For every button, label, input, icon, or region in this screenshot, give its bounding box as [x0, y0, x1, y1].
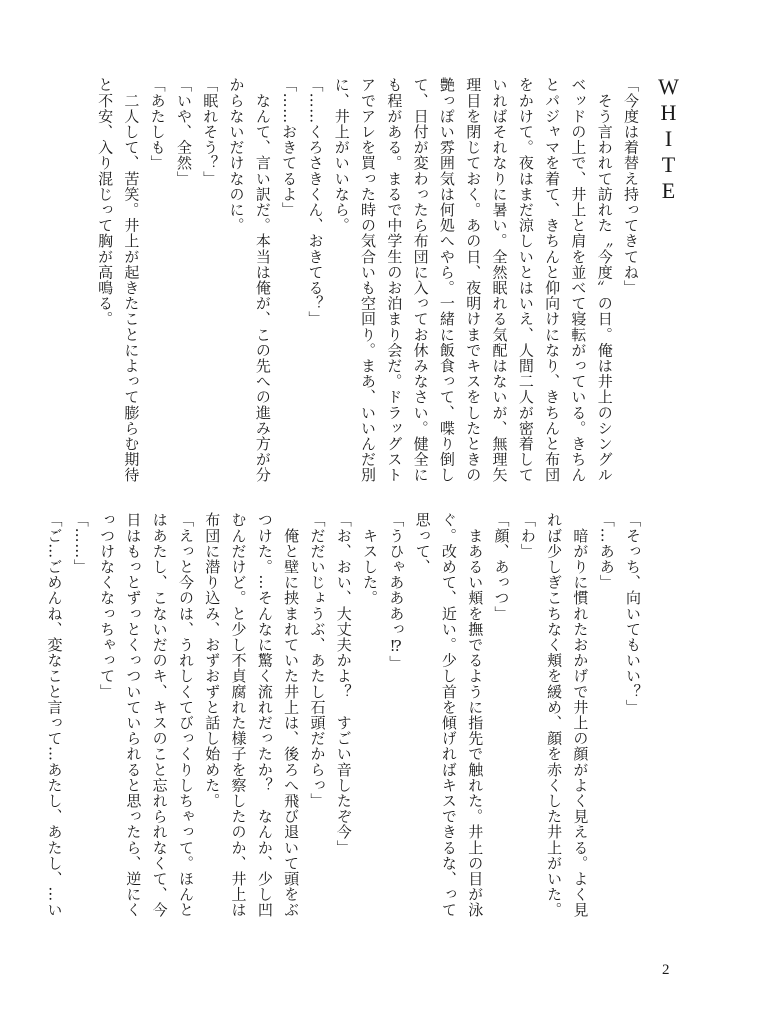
text-line: とパジャマを着て、きちんと仰向けになり、きちんと布団 — [543, 77, 562, 483]
text-line: ベッドの上で、井上と肩を並べて寝転がっている。きちん — [569, 77, 588, 483]
text-line: 艶っぽい雰囲気は何処へやら。一緒に飯食って、喋り倒し — [437, 77, 456, 483]
text-line: 二人して、苦笑。井上が起きたことによって膨らむ期待 — [122, 77, 141, 483]
text-line: 暗がりに慣れたおかげで井上の顔がよく見える。よく見 — [571, 512, 590, 918]
text-line: っつけなくなっちゃって」 — [98, 512, 117, 700]
upper-text-block — [92, 77, 644, 507]
text-line: まあるい頬を撫でるように指先で触れた。井上の目が泳 — [466, 512, 485, 918]
text-line: に、井上がいいなら。 — [332, 77, 351, 233]
text-line: からないだけなのに。 — [227, 77, 246, 233]
text-line: 理目を閉じておく。あの日、夜明けまでキスをしたときの — [464, 77, 483, 483]
text-line: 「だだいじょうぶ、あたし石頭だからっ」 — [308, 512, 327, 809]
text-line: 「お、おい、大丈夫かよ？ すごい音したぞ今」 — [334, 512, 353, 856]
text-line: 「……おきてるよ」 — [280, 77, 299, 218]
text-line: 「顔、あっつ」 — [492, 512, 511, 622]
text-line: むんだけど。と少し不貞腐れた様子を察したのか、井上は — [229, 512, 248, 918]
text-line: アでアレを買った時の気合いも空回り。まあ、いいんだ別 — [359, 77, 378, 483]
text-line: 「…ああ」 — [597, 512, 616, 590]
text-line: 「……くろさきくん、おきてる？」 — [306, 77, 325, 327]
text-line: そう言われて訪れた〝今度〟の日。俺は井上のシングル — [595, 77, 614, 483]
text-line: 「ご…ごめんね、変なこと言って…あたし、あたし、…い — [45, 512, 64, 918]
text-line: ぐ。改めて、近い。少し首を傾げればキスできるな、って — [439, 512, 458, 918]
text-line: はあたし、こないだのキ、キスのこと忘れられなくて、今 — [150, 512, 169, 918]
text-line: キスした。 — [361, 512, 380, 606]
text-line: 思って、 — [413, 512, 432, 575]
text-line: いればそれなりに暑い。全然眠れる気配はないが、無理矢 — [490, 77, 509, 483]
text-line: 「あたしも」 — [148, 77, 167, 171]
page-title: WHITE — [656, 74, 681, 204]
text-line: と不安、入り混じって胸が高鳴る。 — [96, 77, 115, 327]
text-line: 「そっち、向いてもいい？」 — [624, 512, 642, 715]
text-line: 「……」 — [71, 512, 90, 575]
text-line: 「今度は着替え持ってきてね」 — [622, 77, 640, 296]
text-line: 「えっと今のは、うれしくてびっくりしちゃって。ほんと — [176, 512, 195, 918]
lower-text-block — [41, 512, 646, 952]
text-line: 「いや、全然」 — [174, 77, 193, 187]
page-number: 2 — [662, 962, 670, 978]
text-line: つけた。…そんなに驚く流れだったか？ なんか、少し凹 — [255, 512, 274, 918]
text-line: も程がある。まるで中学生のお泊まり会だ。ドラッグスト — [385, 77, 404, 483]
text-line: て、日付が変わったら布団に入ってお休みなさい。健全に — [411, 77, 430, 483]
text-line: 日はもっとずっとくっついていられると思ったら、逆にく — [124, 512, 143, 918]
text-line: 「わ」 — [518, 512, 537, 559]
text-line: 「うひゃあああっ⁉」 — [387, 512, 406, 671]
text-line: れば少しぎこちなく頬を緩め、顔を赤くした井上がいた。 — [545, 512, 564, 918]
text-line: をかけて。夜はまだ涼しいとはいえ、人間二人が密着して — [516, 77, 535, 483]
text-line: なんて、言い訳だ。本当は俺が、この先への進み方が分 — [253, 77, 272, 483]
text-line: 俺と壁に挟まれていた井上は、後ろへ飛び退いて頭をぶ — [282, 512, 301, 918]
text-line: 「眠れそう？」 — [201, 77, 220, 187]
text-line: 布団に潜り込み、おずおずと話し始めた。 — [203, 512, 222, 809]
